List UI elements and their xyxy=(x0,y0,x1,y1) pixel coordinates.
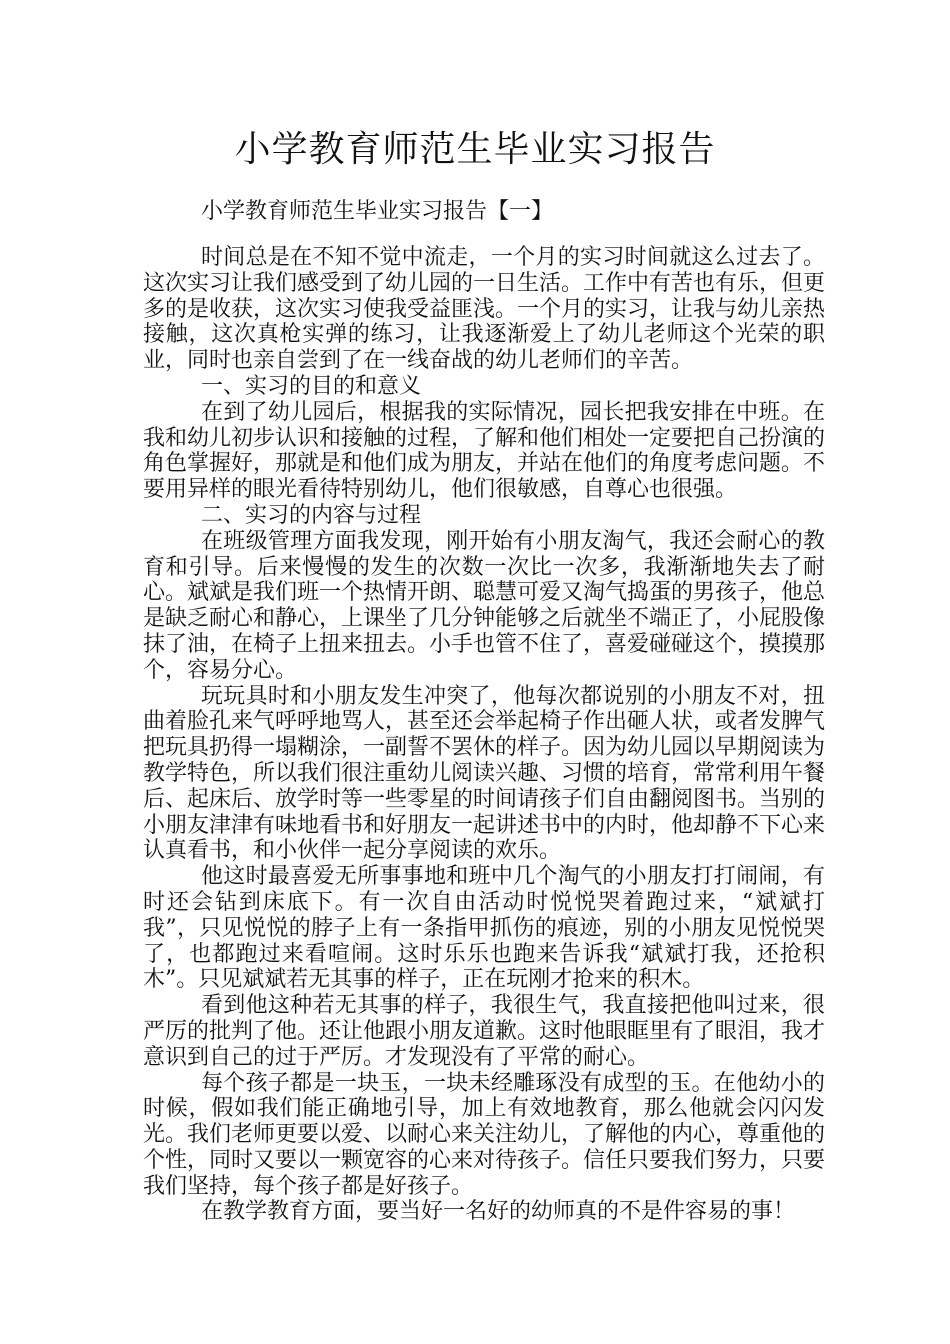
section-heading: 一、实习的目的和意义 xyxy=(201,373,422,399)
paragraph: 时间总是在不知不觉中流走，一个月的实习时间就这么过去了。这次实习让我们感受到了幼儿园的一日生活。工作中有苦也有乐，但更多的是收获，这次实习使我受益匪浅。一个月的实习，让我与幼儿亲热接触，这次真枪实弹的练习，让我逐渐爱上了幼儿老师这个光荣的职业，同时也亲自尝到了在一线奋战的幼儿老师们的辛苦。 xyxy=(143,245,826,374)
paragraph: 在教学教育方面，要当好一名好的幼师真的不是件容易的事！ xyxy=(201,1199,796,1225)
document-subtitle: 小学教育师范生毕业实习报告【一】 xyxy=(201,199,554,224)
document-title: 小学教育师范生毕业实习报告 xyxy=(234,129,716,170)
paragraph: 每个孩子都是一块玉，一块未经雕琢没有成型的玉。在他幼小的时候，假如我们能正确地引导，加上有效地教育，那么他就会闪闪发光。我们老师更要以爱、以耐心来关注幼儿，了解他的内心，尊重他的个性，同时又要以一颗宽容的心来对待孩子。信任只要我们努力，只要我们坚持，每个孩子都是好孩子。 xyxy=(143,1070,826,1199)
paragraph: 他这时最喜爱无所事事地和班中几个淘气的小朋友打打闹闹，有时还会钻到床底下。有一次自由活动时悦悦哭着跑过来，“斌斌打我”，只见悦悦的脖子上有一条指甲抓伤的痕迹，别的小朋友见悦悦哭了，也都跑过来看喧闹。这时乐乐也跑来告诉我“斌斌打我，还抢积木”。只见斌斌若无其事的样子，正在玩刚才抢来的积木。 xyxy=(143,864,825,993)
paragraph: 在班级管理方面我发现，刚开始有小朋友淘气，我还会耐心的教育和引导。后来慢慢的发生的次数一次比一次多，我渐渐地失去了耐心。斌斌是我们班一个热情开朗、聪慧可爱又淘气捣蛋的男孩子，他总是缺乏耐心和静心，上课坐了几分钟能够之后就坐不端正了，小屁股像抹了油，在椅子上扭来扭去。小手也管不住了，喜爱碰碰这个，摸摸那个，容易分心。 xyxy=(143,528,826,683)
paragraph: 玩玩具时和小朋友发生冲突了，他每次都说别的小朋友不对，扭曲着脸孔来气呼呼地骂人，甚至还会举起椅子作出砸人状，或者发脾气把玩具扔得一塌糊涂，一副誓不罢休的样子。因为幼儿园以早期阅读为教学特色，所以我们很注重幼儿阅读兴趣、习惯的培育，常常利用午餐后、起床后、放学时等一些零星的时间请孩子们自由翻阅图书。当别的小朋友津津有味地看书和好朋友一起讲述书中的内时，他却静不下心来认真看书，和小伙伴一起分享阅读的欢乐。 xyxy=(143,683,826,864)
document-body xyxy=(143,245,825,1225)
paragraph: 在到了幼儿园后，根据我的实际情况，园长把我安排在中班。在我和幼儿初步认识和接触的过程，了解和他们相处一定要把自己扮演的角色掌握好，那就是和他们成为朋友，并站在他们的角度考虑问题。不要用异样的眼光看待特别幼儿，他们很敏感，自尊心也很强。 xyxy=(143,399,826,503)
section-heading: 二、实习的内容与过程 xyxy=(201,502,422,528)
paragraph: 看到他这种若无其事的样子，我很生气，我直接把他叫过来，很严厉的批判了他。还让他跟小朋友道歉。这时他眼眶里有了眼泪，我才意识到自己的过于严厉。才发现没有了平常的耐心。 xyxy=(143,993,826,1070)
